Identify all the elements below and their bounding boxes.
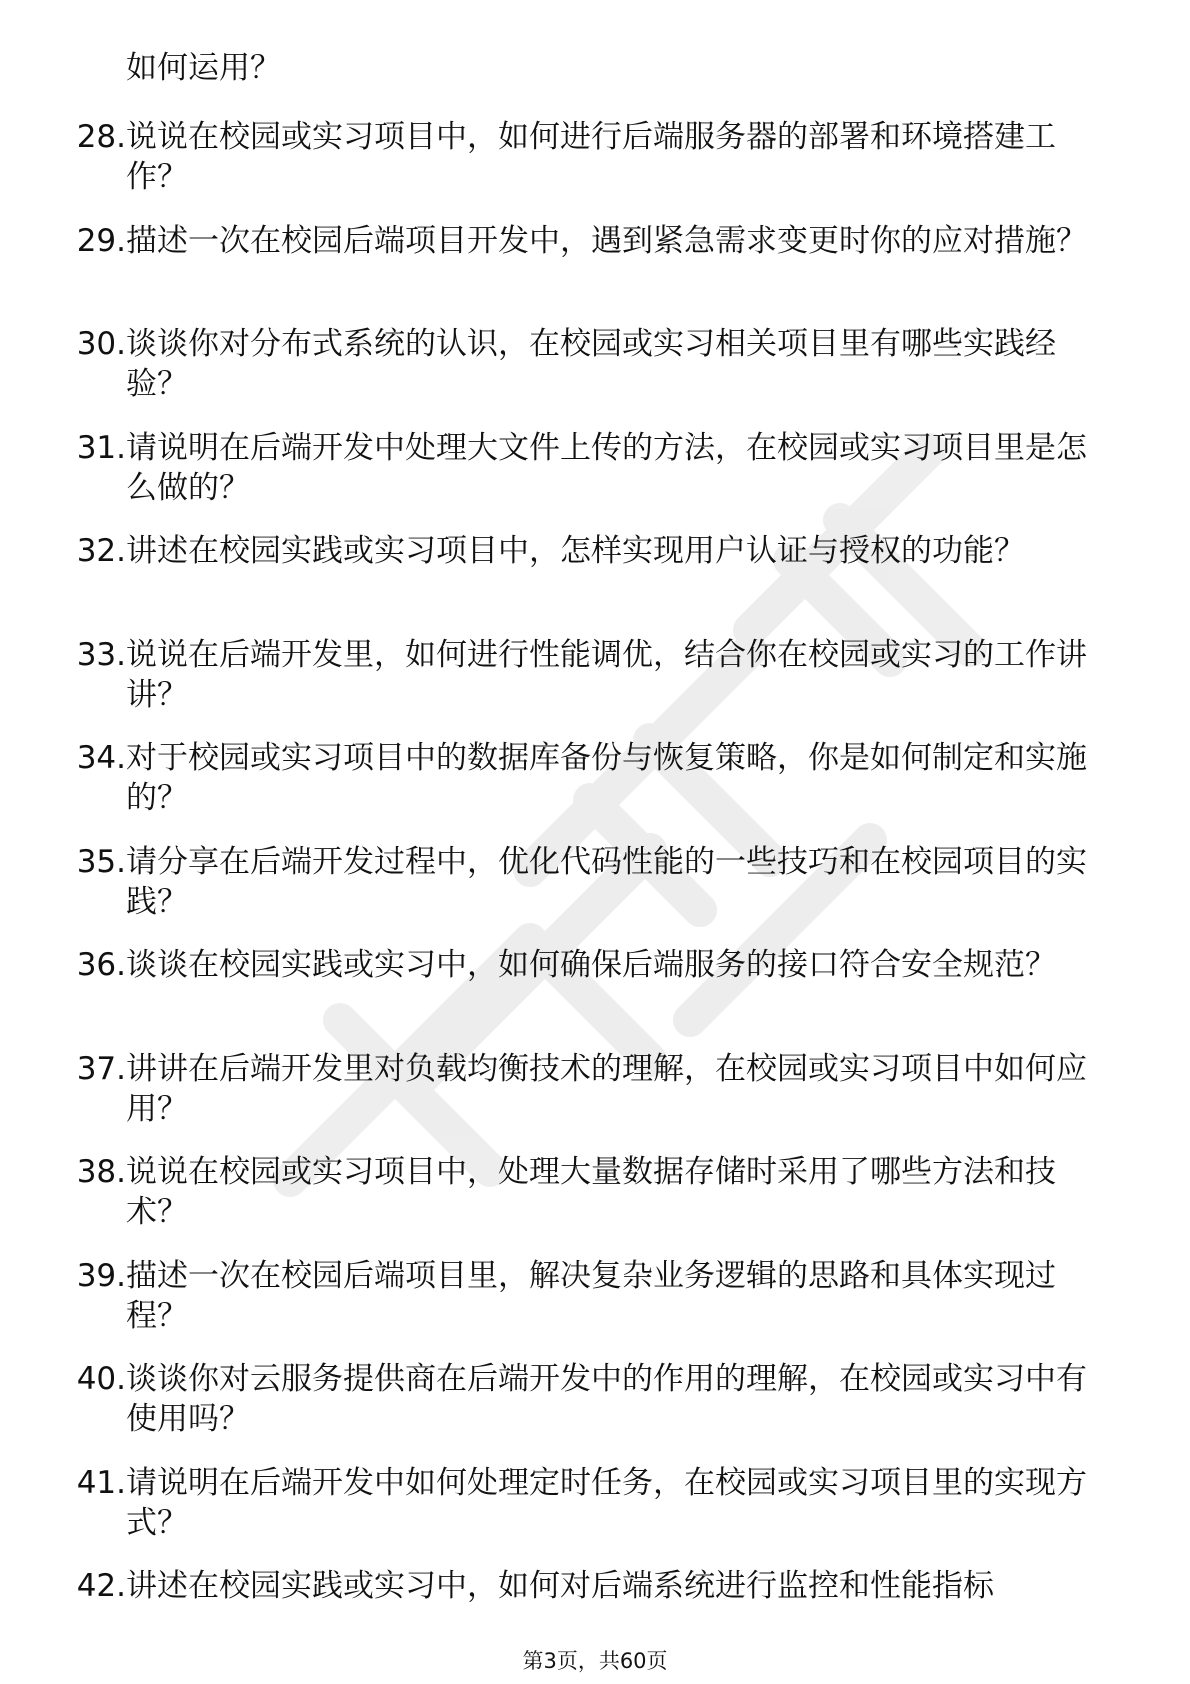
list-item — [50, 635, 1110, 739]
list-item — [50, 531, 1110, 635]
question-list — [50, 117, 1110, 1670]
question-number: 34. — [76, 740, 126, 776]
list-item — [50, 221, 1110, 325]
question-text: 说说在后端开发里，如何进行性能调优，结合你在校园或实习的工作讲讲？ — [126, 636, 1087, 713]
question-text: 谈谈你对分布式系统的认识，在校园或实习相关项目里有哪些实践经验？ — [126, 326, 1056, 402]
question-text: 谈谈你对云服务提供商在后端开发中的作用的理解，在校园或实习中有使用吗？ — [126, 1361, 1087, 1437]
question-text: 请分享在后端开发过程中，优化代码性能的一些技巧和在校园项目的实践？ — [126, 843, 1087, 920]
question-text: 讲讲在后端开发里对负载均衡技术的理解，在校园或实习项目中如何应用？ — [126, 1050, 1087, 1127]
question-number: 30. — [76, 326, 126, 362]
list-item — [50, 1049, 1110, 1153]
question-text: 讲述在校园实践或实习项目中，怎样实现用户认证与授权的功能？ — [126, 533, 1025, 569]
list-item — [50, 738, 1110, 842]
list-item — [50, 945, 1110, 1049]
question-number: 42. — [76, 1568, 126, 1604]
question-number: 41. — [76, 1464, 126, 1501]
question-text: 对于校园或实习项目中的数据库备份与恢复策略，你是如何制定和实施的？ — [126, 740, 1087, 816]
question-number: 33. — [76, 636, 126, 673]
question-number: 37. — [76, 1050, 126, 1087]
question-text: 讲述在校园实践或实习中，如何对后端系统进行监控和性能指标 — [126, 1568, 994, 1604]
question-text: 说说在校园或实习项目中，如何进行后端服务器的部署和环境搭建工作？ — [126, 119, 1056, 195]
question-text: 请说明在后端开发中如何处理定时任务，在校园或实习项目里的实现方式？ — [126, 1464, 1087, 1541]
question-text: 描述一次在校园后端项目开发中，遇到紧急需求变更时你的应对措施？ — [126, 222, 1087, 259]
list-item — [50, 842, 1110, 946]
question-text: 描述一次在校园后端项目里，解决复杂业务逻辑的思路和具体实现过程？ — [126, 1257, 1056, 1334]
list-item — [50, 1152, 1110, 1256]
question-number: 36. — [76, 947, 126, 983]
question-number: 38. — [76, 1154, 126, 1190]
question-number: 35. — [76, 843, 126, 880]
list-item — [50, 1359, 1110, 1463]
list-item — [50, 1256, 1110, 1360]
question-number: 29. — [76, 222, 126, 259]
page-footer: 第3页，共60页 — [522, 1649, 668, 1673]
question-number: 40. — [76, 1361, 126, 1397]
question-number: 39. — [76, 1257, 126, 1294]
question-text: 请说明在后端开发中处理大文件上传的方法，在校园或实习项目里是怎么做的？ — [126, 429, 1087, 506]
question-text: 谈谈在校园实践或实习中，如何确保后端服务的接口符合安全规范？ — [126, 947, 1056, 983]
question-text: 说说在校园或实习项目中，处理大量数据存储时采用了哪些方法和技术？ — [126, 1154, 1056, 1230]
list-item — [50, 1463, 1110, 1567]
list-item — [50, 324, 1110, 428]
question-number: 32. — [76, 533, 126, 569]
question-number: 28. — [76, 119, 126, 155]
question-number: 31. — [76, 429, 126, 466]
list-item — [50, 117, 1110, 221]
continuation-text: 如何运用？ — [126, 50, 281, 86]
list-item — [50, 428, 1110, 532]
